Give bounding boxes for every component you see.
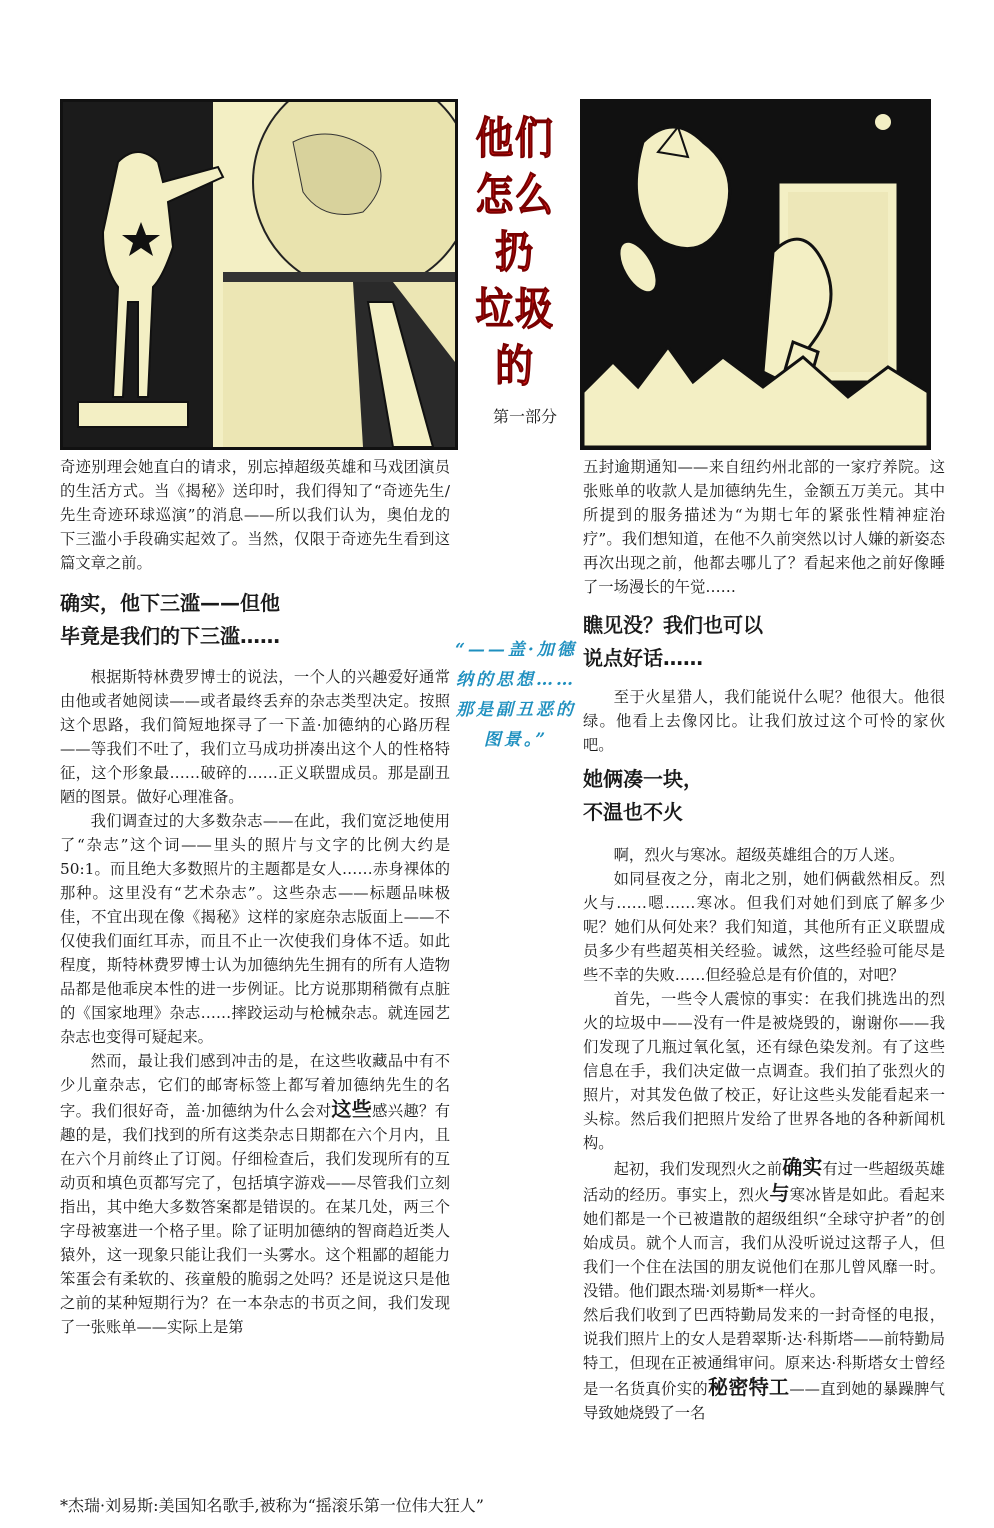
article-title — [455, 110, 575, 395]
right-heading2-line-1: 她俩凑一块， — [583, 767, 703, 791]
title-line-3: 扔 — [495, 227, 535, 278]
right-emphasis-yu: 与 — [769, 1181, 790, 1205]
left-heading-line-2: 毕竟是我们的下三滥…… — [60, 624, 280, 648]
comic-panel-left — [60, 99, 458, 450]
right-paragraph-7-part-c: ——直到她的暴躁脾气导致她烧毁了一名 — [583, 1380, 945, 1422]
right-heading2-line-2: 不温也不火 — [583, 800, 683, 824]
right-paragraph-7-part-a: 然后我们收到了巴西特勤局发来的一封奇怪的电报，说我们照片上的女人是碧翠斯·达·科斯塔——前特勤局特工，但现在正被通缉审问。原来达·科斯塔女士曾经是一名货真价实的 — [583, 1306, 945, 1398]
title-line-1: 他们 — [475, 113, 555, 164]
right-heading1-line-2: 说点好话…… — [583, 646, 703, 670]
right-emphasis-mimitegong: 秘密特工 — [708, 1375, 790, 1399]
left-text-column — [60, 455, 450, 1339]
left-paragraph-2: 根据斯特林费罗博士的说法，一个人的兴趣爱好通常由他或者她阅读——或者最终丢弃的杂志类型决定。按照这个思路，我们简短地探寻了一下盖·加德纳的心路历程——等我们不吐了，我们立马成功拼凑出这个人的性格特征，这个形象最……破碎的……正义联盟成员。那是副丑陋的图景。做好心理准备。 — [60, 668, 450, 806]
left-paragraph-3: 我们调查过的大多数杂志——在此，我们宽泛地使用了“杂志”这个词——里头的照片与文字的比例大约是50:1。而且绝大多数照片的主题都是女人……赤身裸体的那种。这里没有“艺术杂志”。这些杂志——标题品味极佳，不宜出现在像《揭秘》这样的家庭杂志版面上——不仅使我们面红耳赤，而且不止一次使我们身体不适。如此程度，斯特林费罗博士认为加德纳先生拥有的所有人造物品都是他乖戾本性的进一步例证。比方说那期稍微有点脏的《国家地理》杂志……摔跤运动与枪械杂志。就连园艺杂志也变得可疑起来。 — [60, 812, 450, 1046]
right-heading1-line-1: 瞧见没？我们也可以 — [583, 613, 763, 637]
right-paragraph-5: 首先，一些令人震惊的事实：在我们挑选出的烈火的垃圾中——没有一件是被烧毁的，谢谢你——我们发现了几瓶过氧化氢，还有绿色染发剂。有了这些信息在手，我们决定做一点调查。我们拍了张烈火的照片，对其发色做了校正，好让这些头发能看起来一头棕。然后我们把照片发给了世界各地的各种新闻机构。 — [583, 990, 945, 1152]
right-paragraph-6-part-a: 起初，我们发现烈火之前 — [613, 1160, 783, 1178]
left-emphasis-zhexie: 这些 — [331, 1097, 373, 1121]
title-line-4: 垃圾的 — [475, 284, 555, 392]
right-text-column — [583, 455, 945, 1425]
right-paragraph-1: 五封逾期通知——来自纽约州北部的一家疗养院。这张账单的收款人是加德纳先生，金额五万美元。其中所提到的服务描述为“为期七年的紧张性精神症治疗”。我们想知道，在他不久前突然以讨人嫌的新姿态再次出现之前，他都去哪儿了？看起来他之前好像睡了一场漫长的午觉…… — [583, 458, 945, 596]
hero-door-illustration — [583, 102, 928, 447]
right-paragraph-7 — [583, 1303, 945, 1425]
article-subtitle: 第一部分 — [492, 407, 557, 426]
right-paragraph-6-part-e: 寒冰皆是如此。看起来她们都是一个已被遣散的超级组织“全球守护者”的创始成员。就个人而言，我们从没听说过这帮子人，但我们一个住在法国的朋友说他们在那儿曾风靡一时。没错。他们跟杰瑞·刘易斯*一样火。 — [583, 1186, 945, 1300]
right-paragraph-4: 如同昼夜之分，南北之别，她们俩截然相反。烈火与……嗯……寒冰。但我们对她们到底了解多少呢？她们从何处来？我们知道，其他所有正义联盟成员多少有些超英相关经验。诚然，这些经验可能尽是些不幸的失败……但经验总是有价值的，对吧？ — [583, 870, 945, 984]
title-line-2: 怎么 — [475, 170, 555, 221]
left-heading-line-1: 确实，他下三滥——但他 — [60, 591, 280, 615]
right-paragraph-2: 至于火星猎人，我们能说什么呢？他很大。他很绿。他看上去像冈比。让我们放过这个可怜的家伙吧。 — [583, 688, 945, 754]
right-paragraph-6 — [583, 1155, 945, 1303]
hero-ledge-illustration — [63, 102, 455, 447]
right-emphasis-queshi: 确实 — [782, 1155, 823, 1179]
comic-panel-right — [580, 99, 931, 450]
left-paragraph-4-part-a: 然而，最让我们感到冲击的是，在这些收藏品中有不少儿童杂志，它们的邮寄标签上都写着加德纳先生的名字。我们很好奇，盖·加德纳为什么会对 — [60, 1052, 450, 1120]
pull-quote: “——盖·加德纳的思想……那是副丑恶的图景。” — [455, 640, 577, 750]
left-paragraph-4-part-c: 感兴趣？有趣的是，我们找到的所有这类杂志日期都在六个月内，且在六个月前终止了订阅。仔细检查后，我们发现所有的互动页和填色页都写完了，包括填字游戏——尽管我们立刻指出，其中绝大多数答案都是错误的。在某几处，两三个字母被塞进一个格子里。除了证明加德纳的智商趋近类人猿外，这一现象只能让我们一头雾水。这个粗鄙的超能力笨蛋会有柔软的、孩童般的脆弱之处吗？还是说这只是他之前的某种短期行为？在一本杂志的书页之间，我们发现了一张账单——实际上是第 — [60, 1102, 450, 1336]
left-paragraph-1: 奇迹别理会她直白的请求，别忘掉超级英雄和马戏团演员的生活方式。当《揭秘》送印时，我们得知了“奇迹先生/先生奇迹环球巡演”的消息——所以我们认为，奥伯龙的下三滥小手段确实起效了。当然，仅限于奇迹先生看到这篇文章之前。 — [60, 458, 450, 572]
left-paragraph-4 — [60, 1049, 450, 1339]
right-paragraph-6-part-c: 有过一些超级英雄活动的经历。事实上，烈火 — [583, 1160, 945, 1204]
footnote: *杰瑞·刘易斯:美国知名歌手,被称为“摇滚乐第一位伟大狂人” — [60, 1496, 484, 1515]
right-paragraph-3: 啊，烈火与寒冰。超级英雄组合的万人迷。 — [613, 846, 905, 864]
